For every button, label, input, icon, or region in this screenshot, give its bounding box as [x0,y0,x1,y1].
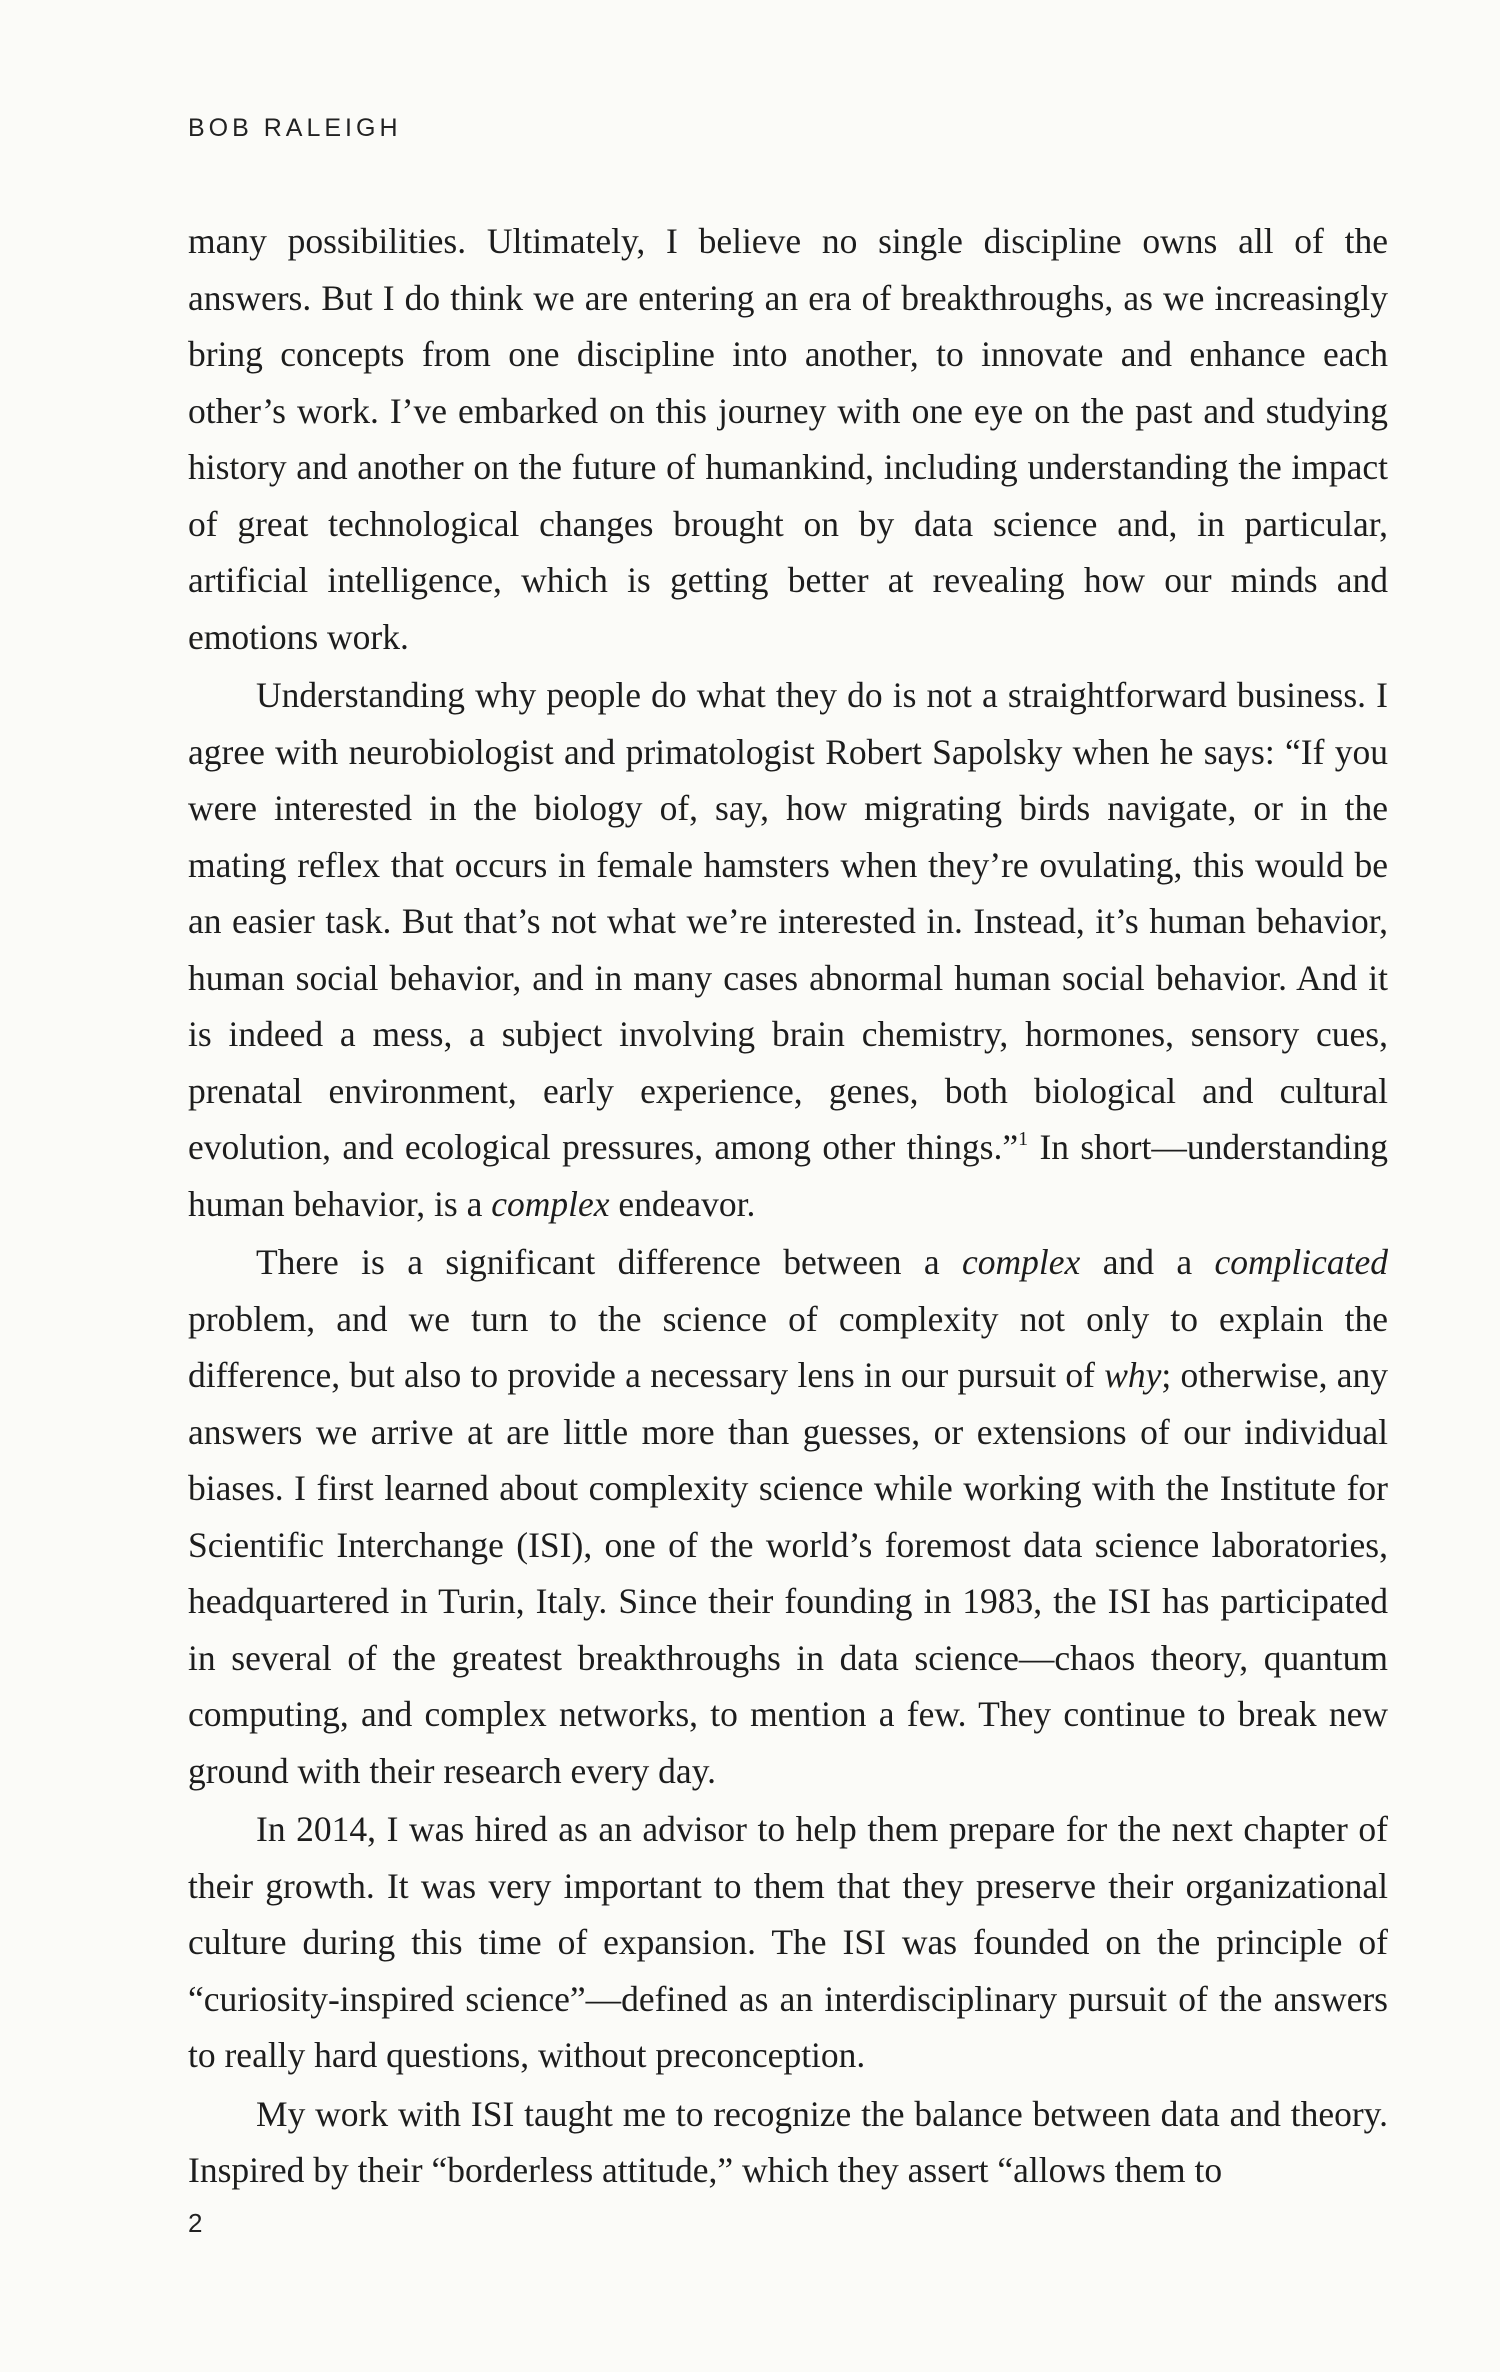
emphasis: complicated [1214,1242,1388,1282]
paragraph-3-text: problem, and we turn to the science of complexity not only to explain the difference, but also to provide a necessary lens in our pursuit of [188,1298,1388,1395]
paragraph-3 [188,1234,1388,1799]
paragraph-3-text: ; otherwise, any answers we arrive at are little more than guesses, or extensions of our individual biases. I first learned about complexity science while working with the Institute for Scientific Interchange (ISI), one of the world’s foremost data science laboratories, headquartered in Turin, Italy. Since their founding in 1983, the ISI has participated in several of the greatest breakthroughs in data science—chaos theory, quantum computing, and complex networks, to mention a few. They continue to break new ground with their research every day. [188,1355,1388,1791]
paragraph-5: My work with ISI taught me to recognize the balance between data and theory. Inspired by their “borderless attitude,” which they assert “allows them to [188,2093,1388,2190]
paragraph-2 [188,667,1388,1232]
emphasis: why [1104,1355,1162,1395]
paragraph-3-text: and a [1080,1242,1215,1282]
paragraph-3-text: There is a significant difference between a [256,1242,963,1282]
paragraph-4: In 2014, I was hired as an advisor to help them prepare for the next chapter of their growth. It was very important to them that they preserve their organizational culture during this time of expansion. The ISI was founded on the principle of “curiosity-inspired science”—defined as an interdisciplinary pursuit of the answers to really hard questions, without preconception. [188,1809,1388,2075]
emphasis: complex [491,1183,610,1224]
body-text [188,213,1388,2199]
paragraph-2-text: In short—understanding human behavior, is a [188,1127,1388,1224]
paragraph-2-text: endeavor. [609,1183,756,1224]
running-head: BOB RALEIGH [188,114,402,142]
footnote-marker: 1 [1018,1128,1029,1150]
paragraph-2-text: Understanding why people do what they do is not a straightforward business. I agree with neurobiologist and primatologist Robert Sapolsky when he says: “If you were interested in the biology of, say, how migrating birds navigate, or in the mating reflex that occurs in female hamsters when they’re ovulating, this would be an easier task. But that’s not what we’re interested in. Instead, it’s human behavior, human social behavior, and in many cases abnormal human social behavior. And it is indeed a mess, a subject involving brain chemistry, hormones, sensory cues, prenatal environment, early experience, genes, both biological and cultural evolution, and ecological pressures, among other things.” [188,675,1388,1167]
paragraph-1: many possibilities. Ultimately, I believe no single discipline owns all of the answers. But I do think we are entering an era of breakthroughs, as we increasingly bring concepts from one discipline into another, to innovate and enhance each other’s work. I’ve embarked on this journey with one eye on the past and studying history and another on the future of humankind, including understanding the impact of great technological changes brought on by data science and, in particular, artificial intelligence, which is getting better at revealing how our minds and emotions work. [188,221,1388,657]
page-number: 2 [188,2208,203,2238]
emphasis: complex [962,1242,1081,1282]
